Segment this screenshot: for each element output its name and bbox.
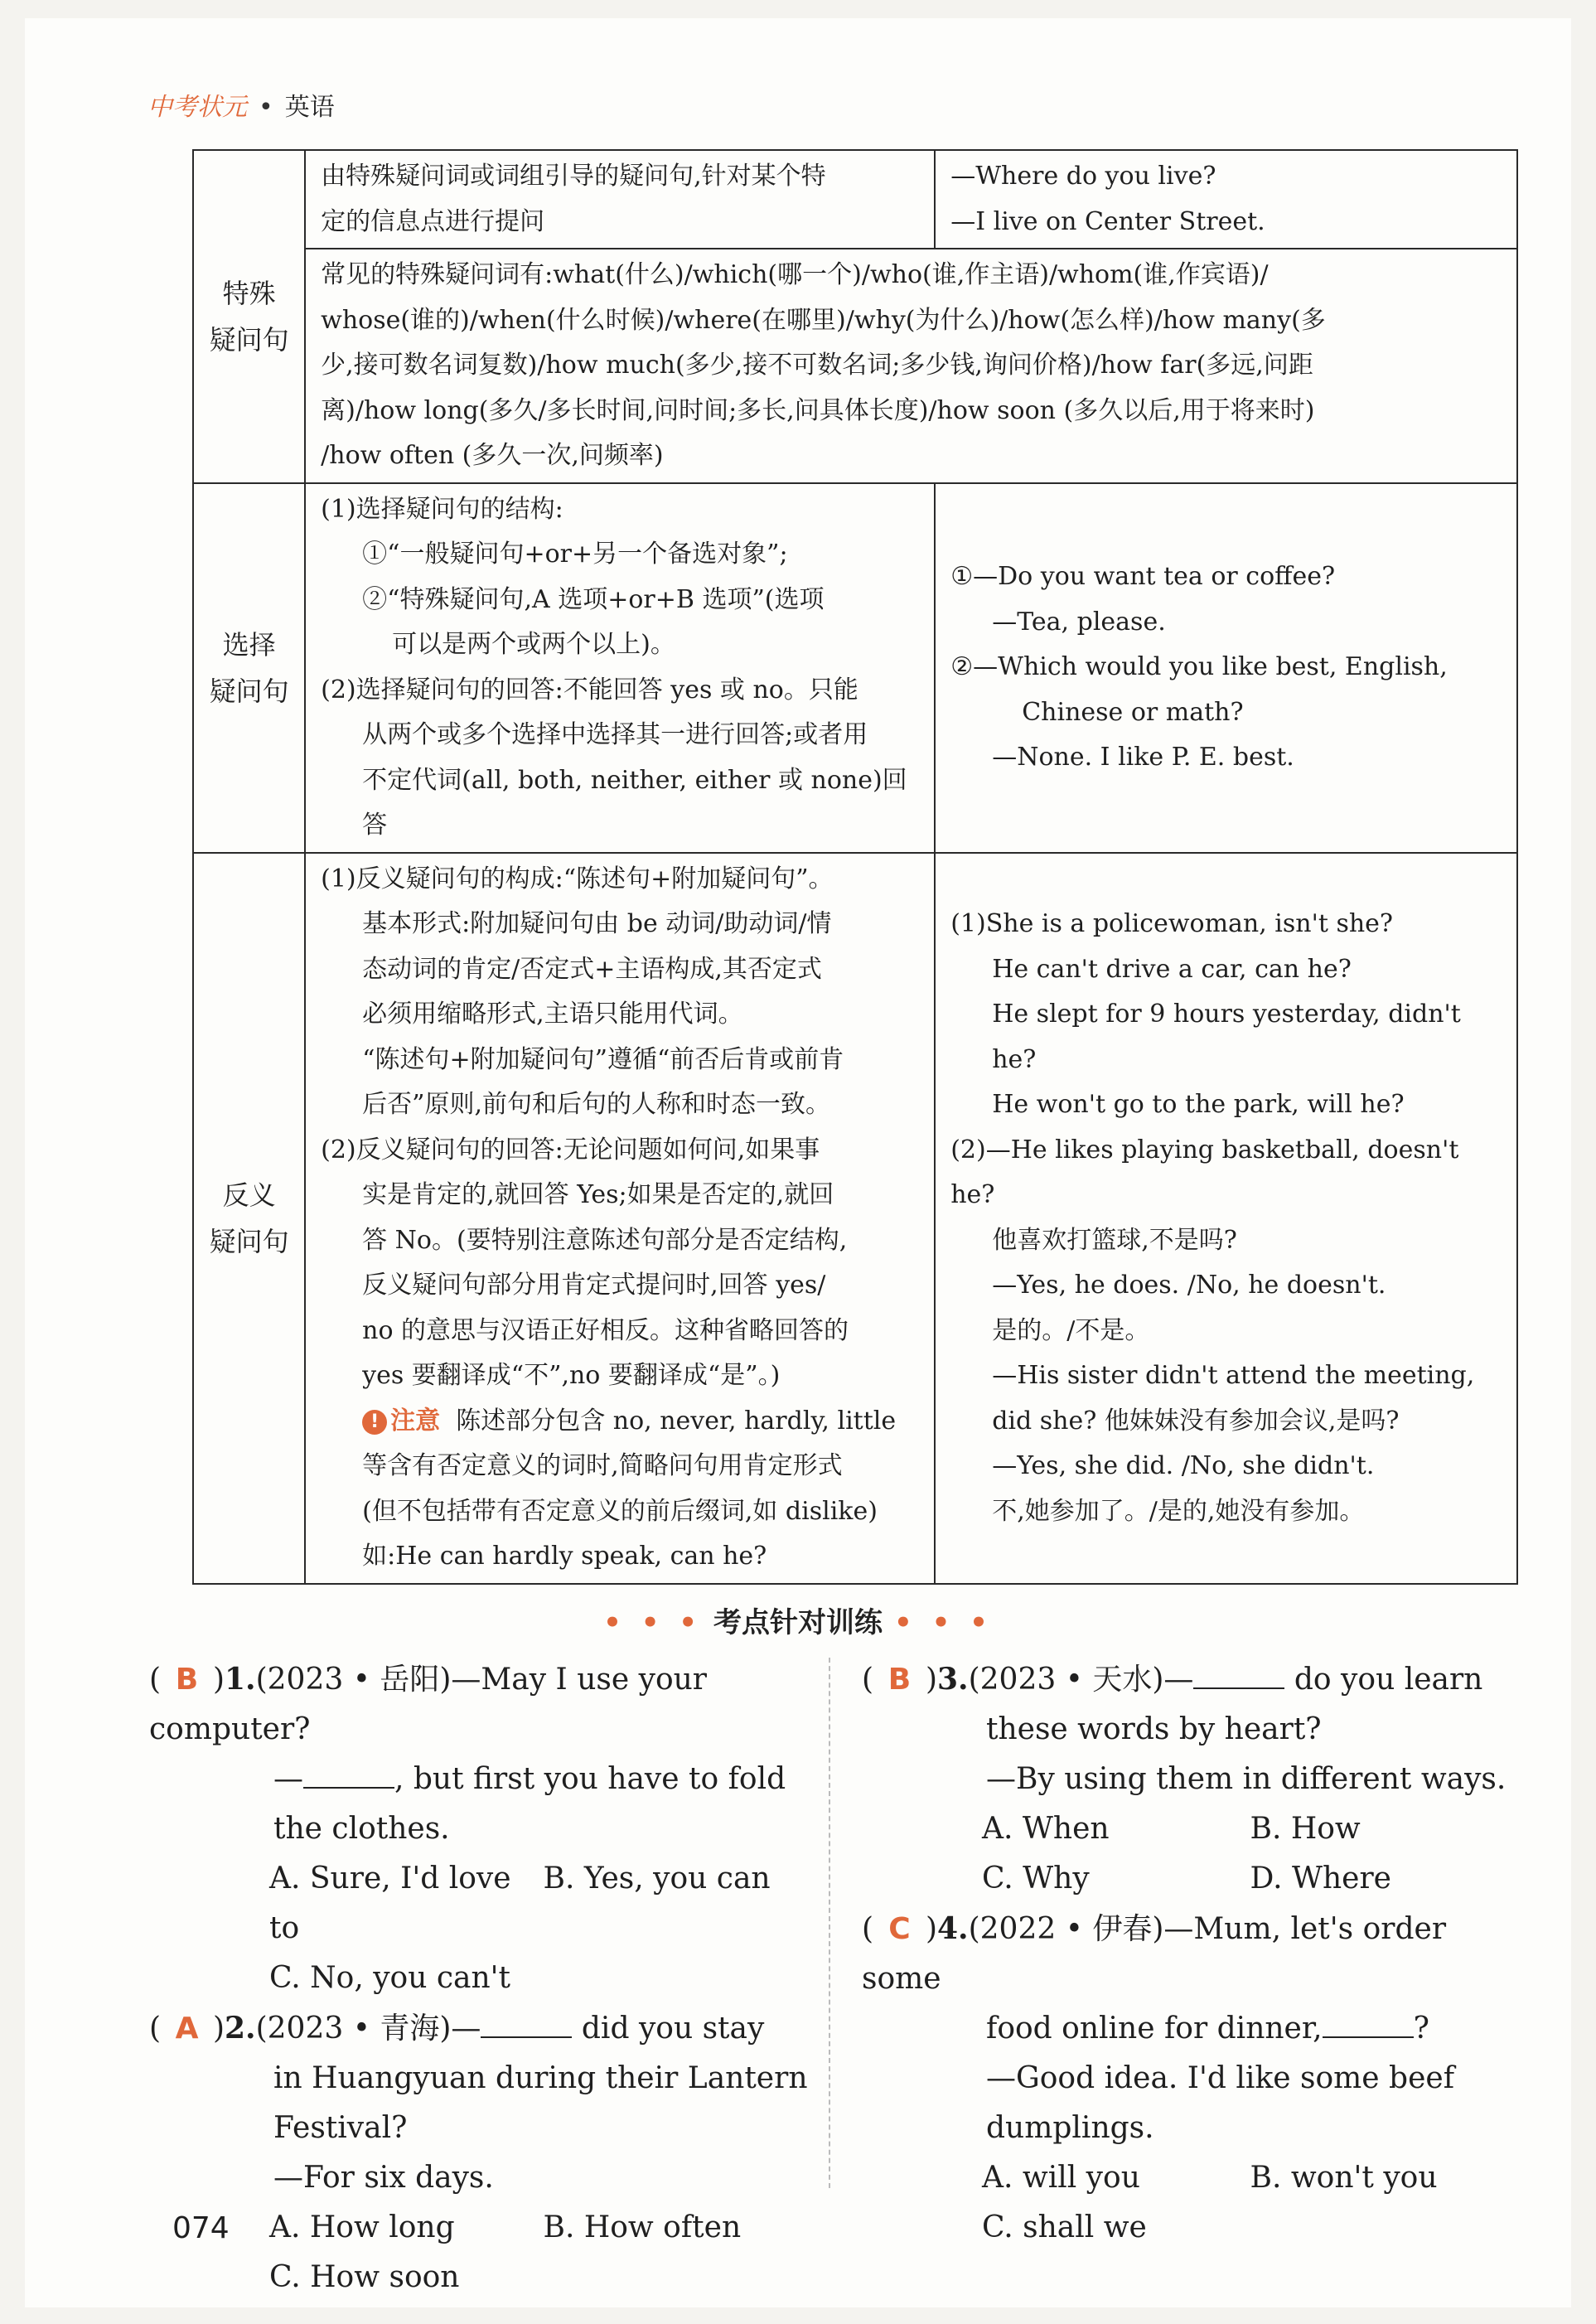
special-description: 由特殊疑问词或词组引导的疑问句,针对某个特 定的信息点进行提问 (305, 150, 935, 249)
warning-icon: ! (362, 1410, 387, 1435)
option: A. Sure, I'd love to (269, 1862, 511, 1945)
options-1 (149, 1854, 817, 1954)
answer-blank[interactable] (303, 1760, 394, 1789)
option: B. won't you (1250, 2161, 1438, 2195)
choice-example: ①—Do you want tea or coffee? —Tea, please. ②—Which would you like best, English, Chinese or math? —None. I like P. E. best. (935, 483, 1517, 853)
option: D. Where (1250, 1862, 1391, 1896)
question-4: ( C )4.(2022 • 伊春)—Mum, let's order some food online for dinner, ? —Good idea. I'd like some beef dumplings. A. will you B. won't you C. shall we (862, 1904, 1518, 2253)
answer-blank[interactable] (481, 2010, 572, 2038)
option: B. How often (543, 2210, 742, 2244)
note-label: 注意 (390, 1406, 441, 1436)
option: B. How (1250, 1812, 1361, 1846)
choice-category: 选择 疑问句 (193, 483, 305, 853)
option: A. When (982, 1812, 1110, 1846)
page-header: 中考状元 • 英语 (148, 93, 335, 122)
subject-label: 英语 (284, 93, 335, 122)
option: A. How long (269, 2210, 455, 2244)
option: C. shall we (982, 2210, 1147, 2244)
options-3 (862, 1804, 1518, 1854)
tag-row (193, 853, 1517, 1584)
answer-blank[interactable] (1193, 1661, 1284, 1689)
option: B. Yes, you can (543, 1862, 771, 1896)
column-divider (829, 1658, 830, 2188)
answer-1: B (175, 1663, 199, 1697)
tag-example: (1)She is a policewoman, isn't she? He can't drive a car, can he? He slept for 9 hours yesterday, didn't he? He won't go to the park, will he? (2)—He likes playing basketball, doesn't he? 他喜欢打篮球,不是吗? —Yes, he does. /No, he doesn't. 是的。/不是。 —His sister didn't attend the meeting, did she? 他妹妹没有参加会议,是吗? —Yes, she did. /No, she didn't. 不,她参加了。/是的,她没有参加。 (935, 853, 1517, 1584)
brand-logo: 中考状元 (148, 93, 247, 122)
questions-left (149, 1654, 817, 2302)
option: C. No, you can't (269, 1961, 511, 1995)
grammar-table (192, 149, 1518, 1585)
answer-2: A (175, 2012, 199, 2046)
question-3: ( B )3.(2023 • 天水)— do you learn these words by heart? —By using them in different ways. A. When B. How C. Why D. Where (862, 1654, 1518, 1904)
page-number: 074 (172, 2211, 230, 2245)
choice-description: (1)选择疑问句的结构: ①“一般疑问句+or+另一个备选对象”; ②“特殊疑问句,A 选项+or+B 选项”(选项 可以是两个或两个以上)。 (2)选择疑问句的回答:不能回答 yes 或 no。只能 从两个或多个选择中选择其一进行回答;或者用 不定代词(all, both, neither, either 或 none)回答 (305, 483, 935, 853)
question-2: ( A )2.(2023 • 青海)— did you stay in Huangyuan during their Lantern Festival? —For six days. A. How long B. How often C. How soon (149, 2003, 817, 2302)
answer-3: B (887, 1663, 912, 1697)
options-4 (862, 2153, 1518, 2203)
special-word-list: 常见的特殊疑问词有:what(什么)/which(哪一个)/who(谁,作主语)/whom(谁,作宾语)/ whose(谁的)/when(什么时候)/where(在哪里)/why(为什么)/how(怎么样)/how many(多 少,接可数名词复数)/how much(多少,接不可数名词;多少钱,询问价格)/how far(多远,问距 离)/how long(多久/多长时间,问时间;多长,问具体长度)/how soon (多久以后,用于将来时) /how often (多久一次,问频率) (305, 249, 1517, 483)
question-1: ( B )1.(2023 • 岳阳)—May I use your computer? — , but first you have to fold the clothes. A. Sure, I'd love to B. Yes, you can C. No, you can't (149, 1654, 817, 2003)
practice-title: • • • 考点针对训练 • • • (603, 1606, 993, 1639)
choice-row (193, 483, 1517, 853)
questions-right (862, 1654, 1518, 2253)
special-row-2 (193, 249, 1517, 483)
note-block: ! 注意 陈述部分包含 no, never, hardly, little (321, 1399, 919, 1445)
tag-description: (1)反义疑问句的构成:“陈述句+附加疑问句”。 基本形式:附加疑问句由 be 动词/助动词/情 态动词的肯定/否定式+主语构成,其否定式 必须用缩略形式,主语只能用代词。 “陈述句+附加疑问句”遵循“前否后肯或前肯 后否”原则,前句和后句的人称和时态一致。 (2)反义疑问句的回答:无论问题如何问,如果事 实是肯定的,就回答 Yes;如果是否定的,就回 答 No。(要特别注意陈述句部分是否定结构, 反义疑问句部分用肯定式提问时,回答 yes/ no 的意思与汉语正好相反。这种省略回答的 yes 要翻译成“不”,no 要翻译成“是”。) ! 注意 陈述部分包含 no, never, hardly, little 等含有否定意义的词时,简略问句用肯定形式 (但不包括带有否定意义的前后缀词,如 dislike) 如:He can hardly speak, can he? (305, 853, 935, 1584)
option: C. How soon (269, 2260, 460, 2294)
special-category: 特殊 疑问句 (193, 150, 305, 483)
answer-blank[interactable] (1323, 2010, 1414, 2038)
tag-category: 反义 疑问句 (193, 853, 305, 1584)
option: C. Why (982, 1862, 1090, 1896)
answer-4: C (888, 1912, 911, 1946)
options-2 (149, 2203, 817, 2253)
special-example: —Where do you live? —I live on Center Street. (935, 150, 1517, 249)
special-row-1 (193, 150, 1517, 249)
option: A. will you (982, 2161, 1140, 2195)
